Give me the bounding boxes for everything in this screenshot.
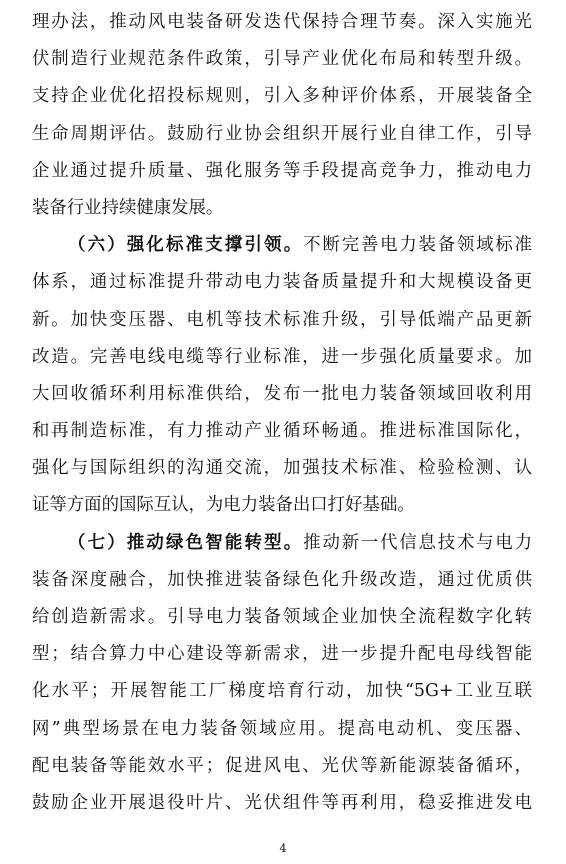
text-line: 证等方面的国际互认，为电力装备出口打好基础。 xyxy=(32,495,415,516)
text-line: 鼓励企业开展退役叶片、光伏组件等再利用，稳妥推进发电 xyxy=(32,792,532,813)
text-line: 网”典型场景在电力装备领域应用。提高电动机、变压器、 xyxy=(32,718,532,739)
page-number: 4 xyxy=(279,842,287,855)
text-line: 伏制造行业规范条件政策，引导产业优化布局和转型升级。 xyxy=(32,49,532,70)
section-7-paragraph xyxy=(32,525,532,823)
text-line: 支持企业优化招投标规则，引入多种评价体系，开展装备全 xyxy=(32,86,532,107)
document-body xyxy=(32,4,532,822)
text-line: 给创造新需求。引导电力装备领域企业加快全流程数字化转 xyxy=(32,607,532,627)
text-line: 理办法，推动风电装备研发迭代保持合理节奏。深入实施光 xyxy=(32,12,532,32)
text-line: 改造。完善电线电缆等行业标准，进一步强化质量要求。加 xyxy=(32,346,532,367)
section-7-first-line xyxy=(32,525,532,562)
section-6-first-line xyxy=(32,227,532,264)
section-7-first-line-text: 推动新一代信息技术与电力 xyxy=(303,532,532,553)
section-6-heading: （六）强化标准支撑引领。 xyxy=(68,235,304,256)
text-line: 和再制造标准，有力推动产业循环畅通。推进标准国际化， xyxy=(32,421,532,442)
text-line: 化水平；开展智能工厂梯度培育行动，加快“5G+工业互联 xyxy=(32,681,532,702)
paragraph-continuation xyxy=(32,4,532,227)
text-line: 型；结合算力中心建设等新需求，进一步提升配电母线智能 xyxy=(32,644,532,665)
text-line: 大回收循环利用标准供给，发布一批电力装备领域回收利用 xyxy=(32,383,532,404)
text-line: 新。加快变压器、电机等技术标准升级，引导低端产品更新 xyxy=(32,309,532,330)
text-line: 强化与国际组织的沟通交流，加强技术标准、检验检测、认 xyxy=(32,458,532,479)
section-6-paragraph xyxy=(32,227,532,525)
section-7-heading: （七）推动绿色智能转型。 xyxy=(68,532,304,553)
text-line: 装备行业持续健康发展。 xyxy=(32,197,224,218)
section-6-first-line-text: 不断完善电力装备领域标准 xyxy=(303,235,532,256)
text-line: 配电装备等能效水平；促进风电、光伏等新能源装备循环， xyxy=(32,755,532,776)
text-line: 体系，通过标准提升带动电力装备质量提升和大规模设备更 xyxy=(32,272,532,293)
text-line: 企业通过提升质量、强化服务等手段提高竞争力，推动电力 xyxy=(32,160,532,181)
text-line: 生命周期评估。鼓励行业协会组织开展行业自律工作，引导 xyxy=(32,123,532,144)
text-line: 装备深度融合，加快推进装备绿色化升级改造，通过优质供 xyxy=(32,569,532,590)
